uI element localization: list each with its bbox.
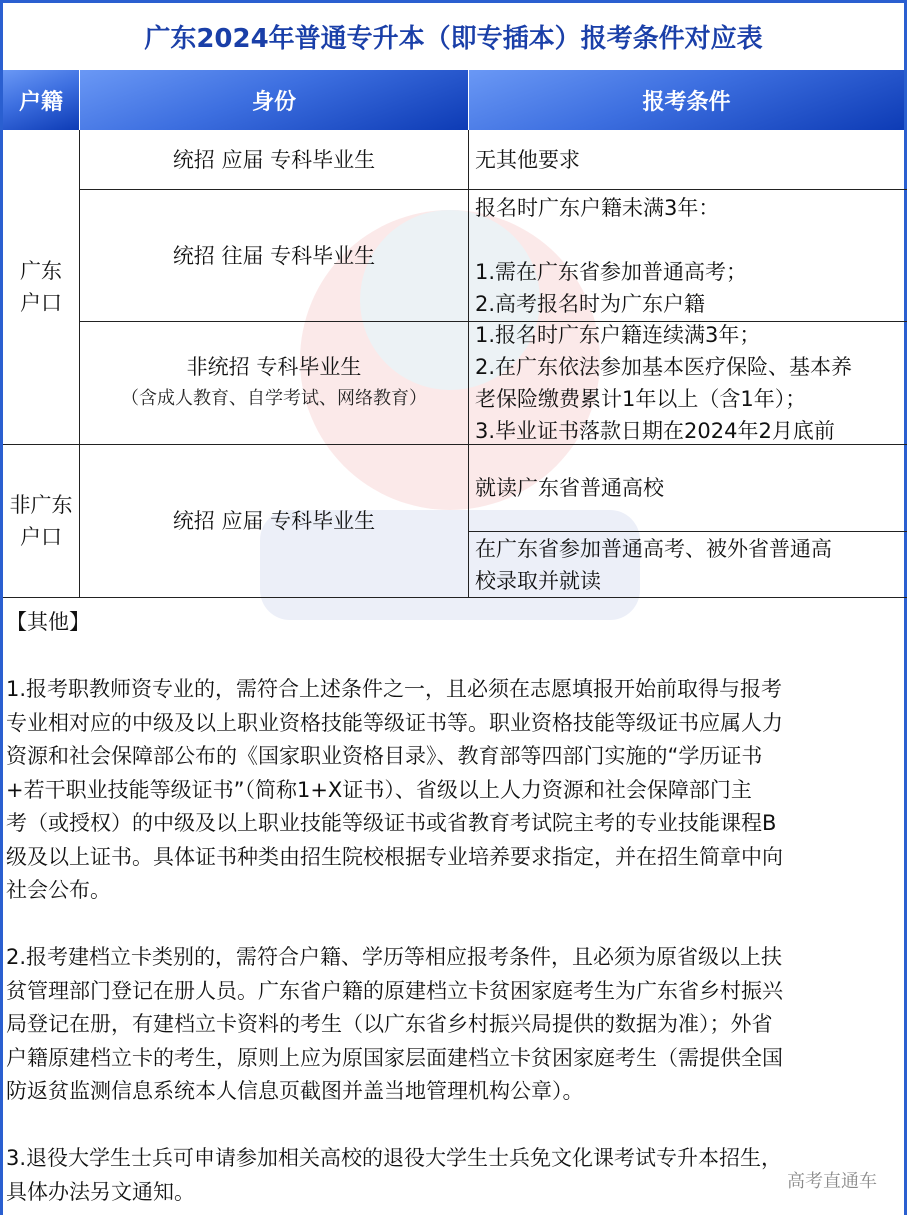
- note-line: 户籍原建档立卡的考生，原则上应为原国家层面建档立卡贫困家庭考生（需提供全国: [6, 1045, 783, 1070]
- source-watermark: 高考直通车: [787, 1171, 877, 1192]
- group-label: 广东: [20, 259, 62, 283]
- group-non-guangdong: [3, 445, 80, 598]
- group-label: 非广东: [9, 493, 73, 517]
- group-guangdong: [3, 130, 80, 445]
- condition-line: 1.报名时广东户籍连续满3年；: [475, 323, 761, 347]
- note-line: 3.退役大学生士兵可申请参加相关高校的退役大学生士兵免文化课考试专升本招生，: [6, 1146, 783, 1170]
- table-row-3-tiaojian: [469, 322, 907, 445]
- page-title: 广东2024年普通专升本（即专插本）报考条件对应表: [144, 24, 763, 54]
- note-line: 2.报考建档立卡类别的，需符合户籍、学历等相应报考条件，且必须为原省级以上扶: [6, 945, 783, 969]
- note-1: [6, 673, 901, 908]
- note-line: 局登记在册，有建档立卡资料的考生（以广东省乡村振兴局提供的数据为准）；外省: [6, 1012, 773, 1036]
- note-line: 资源和社会保障部公布的《国家职业资格目录》、教育部等四部门实施的“学历证书: [6, 744, 763, 768]
- note-line: 防返贫监测信息系统本人信息页截图并盖当地管理机构公章）。: [6, 1079, 584, 1103]
- condition-line: 报名时广东户籍未满3年：: [475, 195, 720, 220]
- header-huji: 户籍: [3, 70, 80, 130]
- table-row-4-shenfen: 统招 应届 专科毕业生: [80, 445, 469, 598]
- note-line: 考（或授权）的中级及以上职业技能等级证书或省教育考试院主考的专业技能课程B: [6, 811, 777, 835]
- note-line: 社会公布。: [6, 878, 111, 902]
- group-label: 户口: [20, 525, 62, 549]
- note-line: +若干职业技能等级证书”（简称1+X证书）、省级以上人力资源和社会保障部门主: [6, 777, 752, 802]
- note-line: 专业相对应的中级及以上职业资格技能等级证书等。职业资格技能等级证书应属人力: [6, 710, 783, 735]
- condition-line: 就读广东省普通高校: [475, 476, 664, 500]
- note-line: 具体办法另文通知。: [6, 1179, 195, 1204]
- condition-line: 2.在广东依法参加基本医疗保险、基本养: [475, 355, 853, 379]
- table-row-2-shenfen: 统招 往届 专科毕业生: [80, 190, 469, 322]
- table-row-2-tiaojian: [469, 190, 907, 322]
- table-row-3-shenfen: [80, 322, 469, 445]
- condition-line: 3.毕业证书落款日期在2024年2月底前: [475, 419, 835, 443]
- note-2: [6, 941, 901, 1109]
- condition-line: 1.需在广东省参加普通高考；: [475, 259, 748, 284]
- note-3: [6, 1142, 901, 1209]
- note-line: 级及以上证书。具体证书种类由招生院校根据专业培养要求指定，并在招生简章中向: [6, 844, 783, 869]
- shenfen-label: 非统招 专科毕业生: [186, 355, 362, 379]
- group-label: 户口: [20, 291, 62, 315]
- note-line: 1.报考职教师资专业的，需符合上述条件之一，且必须在志愿填报开始前取得与报考: [6, 677, 783, 701]
- condition-line: 在广东省参加普通高考、被外省普通高: [475, 536, 832, 561]
- header-shenfen: 身份: [80, 70, 469, 130]
- table-row-1-tiaojian: [469, 130, 907, 190]
- other-heading: 【其他】: [6, 610, 90, 634]
- table-row-4b-tiaojian: [469, 532, 907, 598]
- header-tiaojian: 报考条件: [469, 70, 904, 130]
- condition-line: 校录取并就读: [475, 568, 601, 593]
- table-row-4a-tiaojian: [469, 445, 907, 532]
- shenfen-note: （含成人教育、自学考试、网络教育）: [121, 388, 427, 409]
- condition-line: 老保险缴费累计1年以上（含1年）；: [475, 387, 807, 411]
- condition-line: 无其他要求: [475, 147, 580, 172]
- table-row-1-shenfen: 统招 应届 专科毕业生: [80, 130, 469, 190]
- condition-line: 2.高考报名时为广东户籍: [475, 291, 706, 316]
- note-line: 贫管理部门登记在册人员。广东省户籍的原建档立卡贫困家庭考生为广东省乡村振兴: [6, 978, 783, 1003]
- other-notes: [6, 606, 901, 1209]
